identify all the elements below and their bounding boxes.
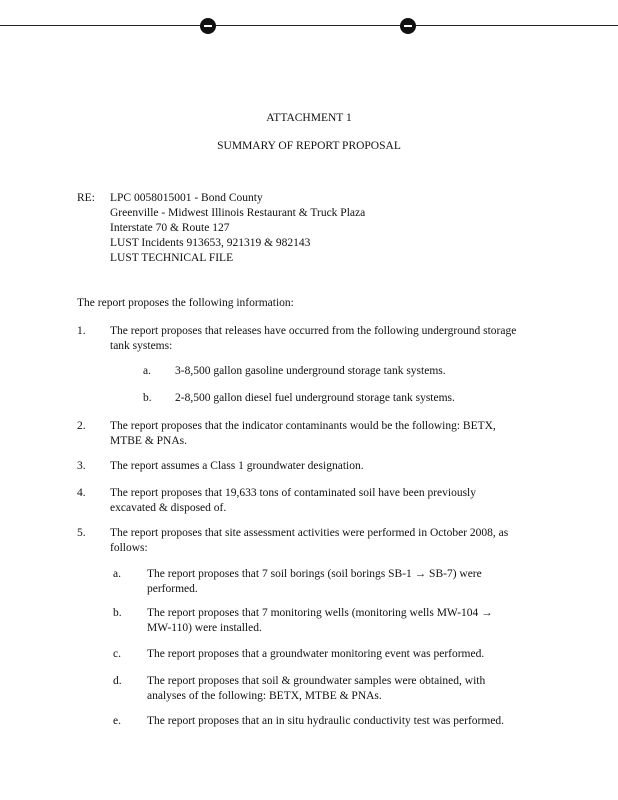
item-number: 2.: [77, 420, 86, 432]
item-text: excavated & disposed of.: [110, 502, 227, 514]
re-line: LUST TECHNICAL FILE: [110, 252, 234, 264]
sub-letter: a.: [143, 365, 151, 377]
sub-text: analyses of the following: BETX, MTBE & PNAs.: [147, 690, 382, 702]
item-number: 4.: [77, 487, 86, 499]
sub-text: performed.: [147, 583, 198, 595]
sub-letter: a.: [113, 568, 121, 580]
sub-letter: e.: [113, 715, 121, 727]
item-text: The report proposes that releases have occurred from the following underground storage: [110, 325, 517, 337]
attachment-title: ATTACHMENT 1: [266, 112, 352, 124]
sub-text: 3-8,500 gallon gasoline underground storage tank systems.: [175, 365, 446, 377]
item-text: The report proposes that site assessment activities were performed in October 2008, as: [110, 527, 509, 539]
sub-letter: b.: [113, 607, 122, 619]
hole-punch-icon: [400, 18, 416, 34]
hole-punch-icon: [200, 18, 216, 34]
re-line: LPC 0058015001 - Bond County: [110, 192, 263, 204]
item-text: The report proposes that 19,633 tons of contaminated soil have been previously: [110, 487, 476, 499]
re-line: Greenville - Midwest Illinois Restaurant & Truck Plaza: [110, 207, 366, 219]
sub-letter: d.: [113, 675, 122, 687]
sub-text: MW-110) were installed.: [147, 622, 262, 634]
summary-title: SUMMARY OF REPORT PROPOSAL: [217, 140, 401, 152]
sub-letter: b.: [143, 392, 152, 404]
sub-text: The report proposes that soil & groundwater samples were obtained, with: [147, 675, 486, 687]
item-text: The report proposes that the indicator contaminants would be the following: BETX,: [110, 420, 496, 432]
item-text: MTBE & PNAs.: [110, 435, 187, 447]
intro-text: The report proposes the following information:: [77, 297, 294, 309]
item-text: tank systems:: [110, 340, 173, 352]
re-line: LUST Incidents 913653, 921319 & 982143: [110, 237, 311, 249]
scan-top-rule: [0, 25, 618, 26]
sub-text: The report proposes that an in situ hydraulic conductivity test was performed.: [147, 715, 505, 727]
item-text: follows:: [110, 542, 148, 554]
sub-letter: c.: [113, 648, 121, 660]
sub-text: The report proposes that 7 soil borings (soil borings SB-1 → SB-7) were: [147, 568, 482, 580]
re-line: Interstate 70 & Route 127: [110, 222, 230, 234]
sub-text: The report proposes that 7 monitoring wells (monitoring wells MW-104 →: [147, 607, 493, 619]
item-number: 5.: [77, 527, 86, 539]
re-label: RE:: [77, 192, 95, 204]
sub-text: 2-8,500 gallon diesel fuel underground storage tank systems.: [175, 392, 455, 404]
item-number: 3.: [77, 460, 86, 472]
item-text: The report assumes a Class 1 groundwater designation.: [110, 460, 364, 472]
sub-text: The report proposes that a groundwater monitoring event was performed.: [147, 648, 485, 660]
item-number: 1.: [77, 325, 86, 337]
